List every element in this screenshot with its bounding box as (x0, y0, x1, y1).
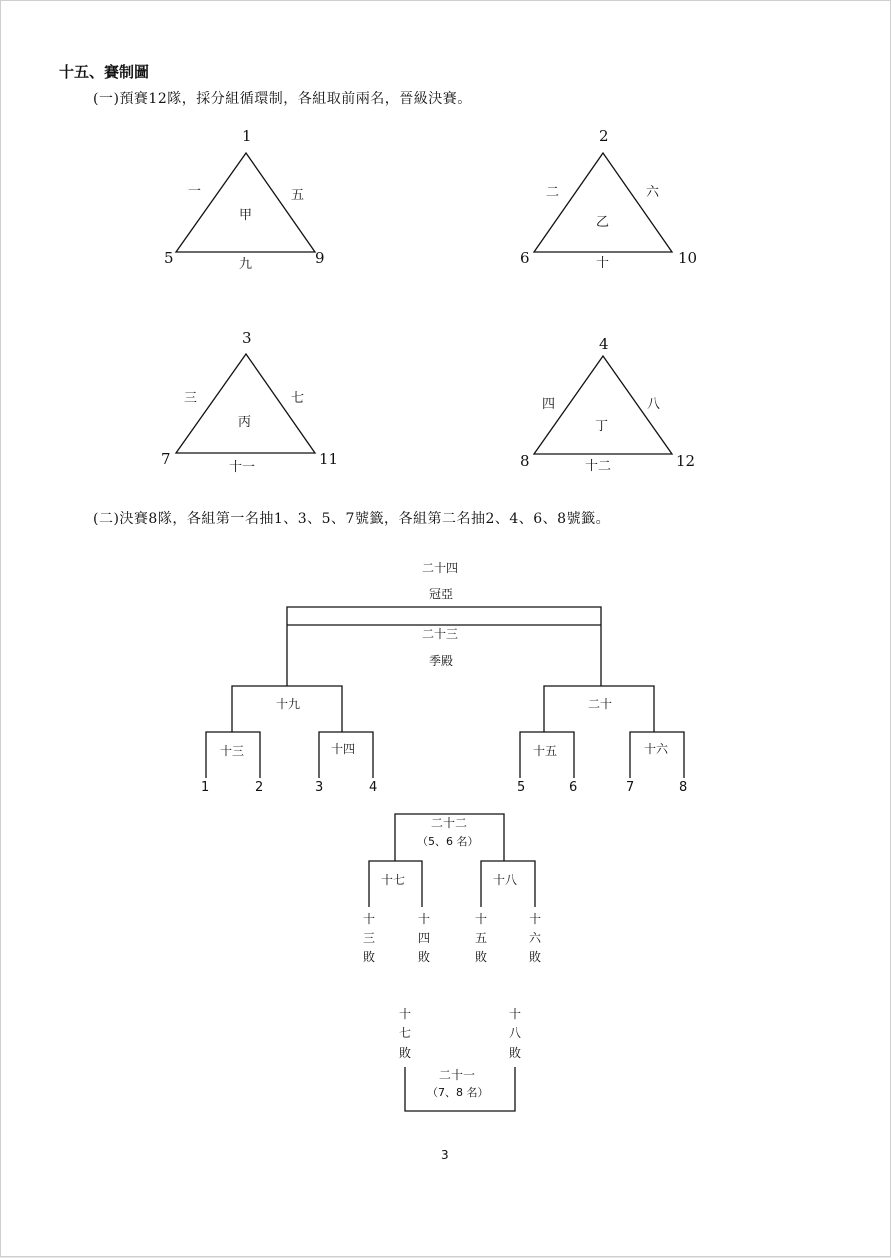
seed-6: 6 (569, 780, 578, 795)
seed-4: 4 (369, 780, 378, 795)
final-game-number: 二十四 (422, 561, 459, 575)
group-bing-name: 丙 (238, 415, 252, 430)
loser-15-char-3: 敗 (475, 950, 488, 964)
group-yi-triangle (534, 153, 672, 252)
group-bing-right-team: 11 (319, 450, 339, 468)
group-yi-bottom-edge: 十 (596, 256, 610, 271)
final-label: 冠亞 (429, 587, 454, 601)
group-ding-top-team: 4 (599, 335, 609, 353)
group-jia-name: 甲 (239, 208, 253, 223)
group-ding-bottom-edge: 十二 (585, 459, 612, 474)
loser-18-char-1: 十 (509, 1007, 522, 1021)
placement-5-6-label: （5、6 名） (417, 835, 479, 848)
qf-game-14: 十四 (331, 742, 356, 756)
group-jia-bottom-edge: 九 (239, 257, 253, 272)
placement-game-17: 十七 (381, 873, 406, 887)
loser-17-char-1: 十 (399, 1007, 412, 1021)
loser-17-char-2: 七 (399, 1026, 412, 1040)
group-jia-top-team: 1 (242, 127, 252, 145)
seed-2: 2 (255, 780, 264, 795)
seed-3: 3 (315, 780, 324, 795)
group-yi-right-team: 10 (678, 249, 698, 267)
qf-game-13: 十三 (220, 744, 245, 758)
placement-7-8-label: （7、8 名） (427, 1086, 489, 1099)
loser-14-char-3: 敗 (418, 950, 431, 964)
group-ding-right-team: 12 (676, 452, 696, 470)
group-ding-left-team: 8 (520, 452, 530, 470)
group-ding-name: 丁 (595, 419, 609, 434)
seed-1: 1 (201, 780, 210, 795)
placement-5-6-game: 二十二 (431, 816, 468, 830)
loser-14-char-1: 十 (418, 912, 431, 926)
seed-5: 5 (517, 780, 526, 795)
group-bing-left-team: 7 (161, 450, 171, 468)
group-jia-right-edge: 五 (291, 188, 305, 203)
loser-16-char-3: 敗 (529, 950, 542, 964)
page-number: 3 (441, 1148, 449, 1162)
group-yi-right-edge: 六 (646, 185, 660, 200)
loser-13-char-1: 十 (363, 912, 376, 926)
group-ding-left-edge: 四 (542, 397, 556, 412)
loser-17-char-3: 敗 (399, 1046, 412, 1060)
group-bing-left-edge: 三 (184, 391, 198, 406)
third-place-game-number: 二十三 (422, 627, 459, 641)
loser-13-char-3: 敗 (363, 950, 376, 964)
loser-18-char-2: 八 (509, 1026, 522, 1040)
part2-text: (二)決賽8隊，各組第一名抽1、3、5、7號籤，各組第二名抽2、4、6、8號籤。 (93, 511, 611, 527)
part1-text: (一)預賽12隊，採分組循環制，各組取前兩名，晉級決賽。 (93, 91, 472, 107)
loser-16-char-1: 十 (529, 912, 542, 926)
placement-7-8-game: 二十一 (439, 1068, 476, 1082)
group-ding-right-edge: 八 (647, 397, 661, 412)
main-bracket-lines (206, 607, 684, 1111)
group-jia-left-edge: 一 (188, 184, 202, 199)
group-jia-left-team: 5 (164, 249, 174, 267)
group-bing-top-team: 3 (242, 329, 252, 347)
loser-15-char-1: 十 (475, 912, 488, 926)
section-title: 十五、賽制圖 (59, 63, 150, 81)
seed-8: 8 (679, 780, 688, 795)
loser-14-char-2: 四 (418, 931, 431, 945)
group-yi-top-team: 2 (599, 127, 609, 145)
semi-right-game: 二十 (588, 697, 613, 711)
qf-game-16: 十六 (644, 742, 669, 756)
loser-13-char-2: 三 (363, 931, 376, 945)
group-yi-left-edge: 二 (546, 185, 560, 200)
loser-16-char-2: 六 (529, 931, 542, 945)
loser-18-char-3: 敗 (509, 1046, 522, 1060)
qf-game-15: 十五 (533, 744, 558, 758)
seed-7: 7 (626, 780, 635, 795)
group-yi-left-team: 6 (520, 249, 530, 267)
group-jia-right-team: 9 (315, 249, 325, 267)
loser-15-char-2: 五 (475, 931, 488, 945)
group-bing-right-edge: 七 (291, 391, 305, 406)
group-bing-bottom-edge: 十一 (229, 460, 256, 475)
semi-left-game: 十九 (276, 697, 301, 711)
third-place-label: 季殿 (429, 654, 454, 668)
placement-game-18: 十八 (493, 873, 518, 887)
group-yi-name: 乙 (596, 215, 610, 230)
